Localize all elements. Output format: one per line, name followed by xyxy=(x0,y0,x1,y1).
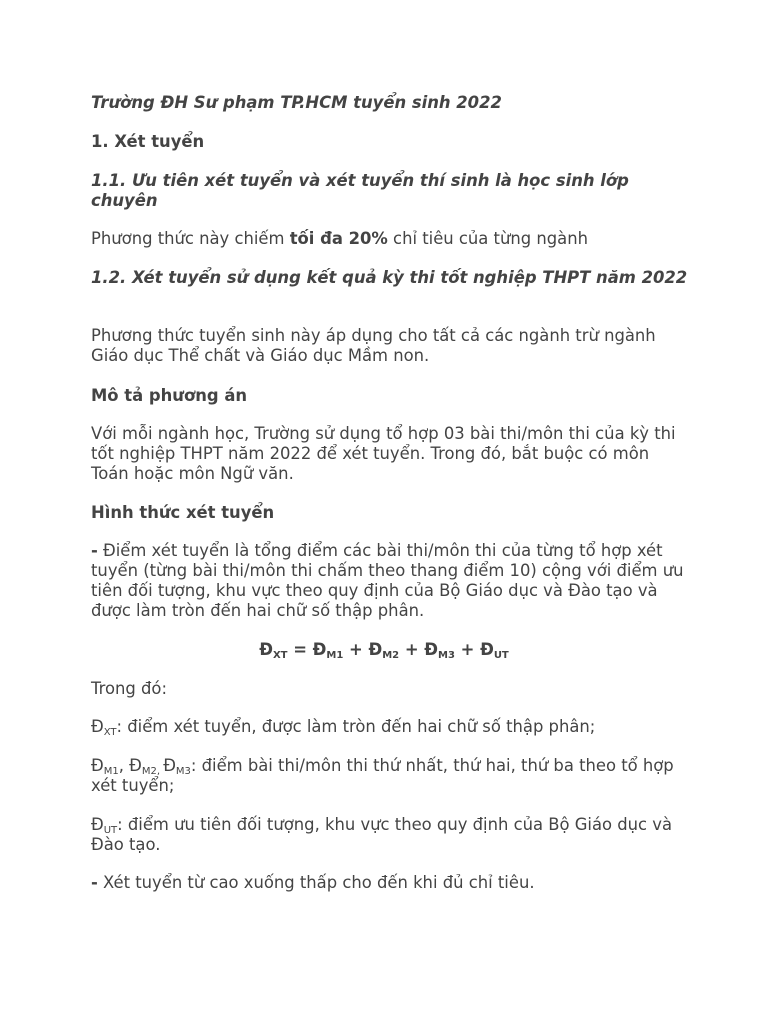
formula-sub: UT xyxy=(493,650,509,661)
section-heading-1-1: 1.1. Ưu tiên xét tuyển và xét tuyển thí sinh là học sinh lớp chuyên xyxy=(91,171,629,210)
definition-dut xyxy=(91,815,691,855)
formula-equals: = xyxy=(287,640,313,659)
formula xyxy=(91,640,677,660)
formula-term: Đ xyxy=(480,640,494,659)
paragraph-mo-ta: Với mỗi ngành học, Trường sử dụng tổ hợp 03 bài thi/môn thi của kỳ thi tốt nghiệp THPT năm 2022 để xét tuyển. Trong đó, bắt buộc có môn Toán hoặc môn Ngữ văn. xyxy=(91,424,676,483)
bullet-text: Xét tuyển từ cao xuống thấp cho đến khi đủ chỉ tiêu. xyxy=(97,873,535,892)
definition-sub: M2, xyxy=(141,766,164,777)
definition-dxt xyxy=(91,717,691,737)
definition-term: Đ xyxy=(91,756,104,775)
heading-mo-ta: Mô tả phương án xyxy=(91,386,248,405)
formula-sub: M1 xyxy=(326,650,344,661)
bullet-dash: - xyxy=(91,873,98,892)
definition-sub: M3 xyxy=(175,766,191,777)
formula-sub: M2 xyxy=(382,650,400,661)
paragraph-1-2: Phương thức tuyển sinh này áp dụng cho tất cả các ngành trừ ngành Giáo dục Thể chất và Giáo dục Mầm non. xyxy=(91,326,656,365)
heading-hinh-thuc: Hình thức xét tuyển xyxy=(91,503,275,522)
definition-sub: M1 xyxy=(103,766,119,777)
formula-sub: M3 xyxy=(438,650,455,661)
bullet-text: Điểm xét tuyển là tổng điểm các bài thi/môn thi của từng tổ hợp xét tuyển (từng bài thi/môn thi chấm theo thang điểm 10) cộng với điểm ưu tiên đối tượng, khu vực theo quy định của Bộ Giáo dục và Đào tạo và được làm tròn đến hai chữ số thập phân. xyxy=(91,541,684,620)
definition-text: : điểm ưu tiên đối tượng, khu vực theo quy định của Bộ Giáo dục và Đào tạo. xyxy=(91,815,672,854)
section-heading-1-2: 1.2. Xét tuyển sử dụng kết quả kỳ thi tốt nghiệp THPT năm 2022 xyxy=(91,268,688,287)
definition-term: Đ xyxy=(163,756,176,775)
formula-plus: + xyxy=(454,640,481,659)
paragraph-1-1-text-end: chỉ tiêu của từng ngành xyxy=(387,229,588,248)
definition-sub: UT xyxy=(103,825,118,836)
formula-term: Đ xyxy=(312,640,327,659)
definition-term: , Đ xyxy=(118,756,142,775)
definition-text: : điểm bài thi/môn thi thứ nhất, thứ hai, thứ ba theo tổ hợp xét tuyển; xyxy=(91,756,674,795)
document-title: Trường ĐH Sư phạm TP.HCM tuyển sinh 2022 xyxy=(91,93,502,112)
formula-term: Đ xyxy=(368,640,383,659)
paragraph-1-1 xyxy=(91,229,691,249)
trong-do-label: Trong đó: xyxy=(91,679,167,698)
bullet-diem-xet-tuyen xyxy=(91,541,691,621)
formula-sub: XT xyxy=(272,650,288,661)
definition-text: : điểm xét tuyển, được làm tròn đến hai chữ số thập phân; xyxy=(116,717,596,736)
definition-dm xyxy=(91,756,691,796)
formula-plus: + xyxy=(399,640,425,659)
formula-term: Đ xyxy=(424,640,438,659)
definition-term: Đ xyxy=(91,717,104,736)
bullet-dash: - xyxy=(91,541,98,560)
section-heading-1: 1. Xét tuyển xyxy=(91,132,205,151)
bullet-xet-tuyen xyxy=(91,873,691,893)
paragraph-1-1-text: Phương thức này chiếm xyxy=(91,229,290,248)
formula-plus: + xyxy=(343,640,369,659)
formula-term: Đ xyxy=(259,640,273,659)
definition-sub: XT xyxy=(103,727,117,738)
definition-term: Đ xyxy=(91,815,104,834)
paragraph-1-1-bold: tối đa 20% xyxy=(289,229,388,248)
